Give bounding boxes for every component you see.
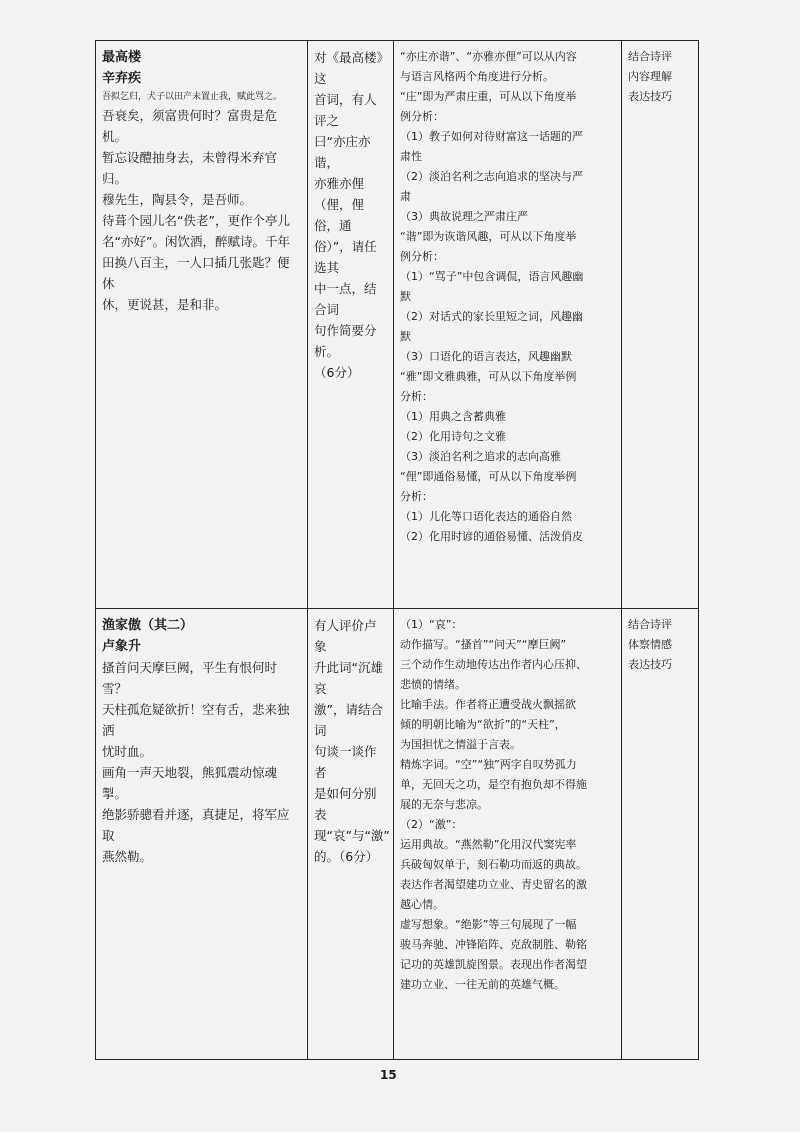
text-line: （1）教子如何对待财富这一话题的严 [400, 130, 583, 143]
text-line: “亦庄亦谐”、“亦雅亦俚”可以从内容 [400, 50, 577, 63]
text-line: 体察情感 [628, 638, 672, 651]
question-text [314, 615, 390, 867]
text-line: 是如何分别表 [314, 786, 377, 822]
poem-author: 卢象升 [102, 639, 142, 654]
text-line: 内容理解 [628, 70, 672, 83]
text-line: 默 [400, 290, 411, 303]
text-line: 现“哀”与“激” [314, 828, 390, 843]
answer-text [400, 47, 615, 547]
text-line: （3）典故说理之严肃庄严 [400, 210, 528, 223]
text-line: 天柱孤危疑欲折！空有舌，悲来独洒 [102, 702, 290, 738]
question-cell [308, 41, 394, 609]
text-line: 中一点，结合词 [314, 281, 377, 317]
skill-text [628, 615, 692, 675]
text-line: “谐”即为诙谐风趣，可从以下角度举 [400, 230, 577, 243]
text-line: 表达技巧 [628, 90, 672, 103]
text-line: （2）对话式的家长里短之词，风趣幽 [400, 310, 583, 323]
text-line: 句谈一谈作者 [314, 744, 377, 780]
text-line: 展的无奈与悲凉。 [400, 798, 488, 811]
text-line: 三个动作生动地传达出作者内心压抑、 [400, 658, 587, 671]
text-line: 绝影骄骢看并逐，真捷足，将军应取 [102, 807, 290, 843]
table-row [96, 609, 699, 1060]
text-line: 句作简要分析。 [314, 323, 377, 359]
text-line: （1）“骂子”中包含调侃，语言风趣幽 [400, 270, 584, 283]
text-line: 升此词“沉雄哀 [314, 660, 383, 696]
text-line: 分析： [400, 390, 433, 403]
text-line: 骏马奔驰、冲锋陷阵、克敌制胜、勒铭 [400, 938, 587, 951]
text-line: “庄”即为严肃庄重，可从以下角度举 [400, 90, 577, 103]
text-line: 精炼字词。“空”“独”两字自叹势孤力 [400, 758, 577, 771]
text-line: 画角一声天地裂，熊狐震动惊魂掣。 [102, 765, 278, 801]
poem-author: 辛弃疾 [102, 71, 142, 86]
text-line: 搔首问天摩巨阙，平生有恨何时雪？ [102, 660, 278, 696]
page-number: 15 [380, 1068, 397, 1082]
text-line: 忧时血。 [102, 744, 153, 759]
text-line: 单，无回天之功，是空有抱负却不得施 [400, 778, 587, 791]
text-line: “俚”即通俗易懂，可从以下角度举例 [400, 470, 577, 483]
text-line: 吾衰矣，须富贵何时？富贵是危机。 [102, 108, 278, 144]
question-cell [308, 609, 394, 1060]
text-line: 表达技巧 [628, 658, 672, 671]
text-line: （俚，俚俗，通 [314, 197, 365, 233]
skill-text [628, 47, 692, 107]
poetry-analysis-table [95, 40, 699, 1060]
poem-text [102, 105, 301, 315]
text-line: 的。（6分） [314, 849, 379, 864]
text-line: 默 [400, 330, 411, 343]
text-line: 待葺个园儿名“佚老”，更作个亭儿 [102, 213, 290, 228]
text-line: 激”，请结合词 [314, 702, 383, 738]
question-text [314, 47, 387, 383]
text-line: 结合诗评 [628, 50, 672, 63]
table-row [96, 41, 699, 609]
answer-cell [394, 609, 622, 1060]
text-line: 记功的英雄凯旋图景。表现出作者渴望 [400, 958, 587, 971]
text-line: 曰“亦庄亦谐， [314, 134, 371, 170]
text-line: 倾的明朝比喻为“欲折”的“天柱”， [400, 718, 566, 731]
poem-cell [96, 609, 308, 1060]
poem-cell [96, 41, 308, 609]
text-line: 为国担忧之情溢于言表。 [400, 738, 521, 751]
text-line: 表达作者渴望建功立业、青史留名的激 [400, 878, 587, 891]
text-line: （3）淡泊名利之追求的志向高雅 [400, 450, 561, 463]
poem-text [102, 657, 301, 867]
answer-cell [394, 41, 622, 609]
text-line: 对《最高楼》这 [314, 50, 383, 86]
text-line: 首词，有人评之 [314, 92, 377, 128]
poem-preface: 吾拟乞归，犬子以田产未置止我，赋此骂之。 [102, 92, 283, 102]
text-line: 肃性 [400, 150, 422, 163]
text-line: 名“亦好”。闲饮酒，醉赋诗。千年 [102, 234, 290, 249]
skill-cell [622, 41, 699, 609]
text-line: 建功立业、一往无前的英雄气概。 [400, 978, 565, 991]
text-line: 例分析： [400, 110, 444, 123]
text-line: 暂忘设醴抽身去，未曾得米弃官归。 [102, 150, 278, 186]
text-line: （2）化用时谚的通俗易懂、活泼俏皮 [400, 530, 583, 543]
text-line: 亦雅亦俚 [314, 176, 365, 191]
text-line: 虚写想象。“绝影”等三句展现了一幅 [400, 918, 577, 931]
text-line: 燕然勒。 [102, 849, 153, 864]
text-line: 田换八百主，一人口插几张匙？便休 [102, 255, 290, 291]
text-line: 比喻手法。作者将正遭受战火飘摇欲 [400, 698, 576, 711]
text-line: （2）“激”： [400, 818, 463, 831]
text-line: 越心情。 [400, 898, 444, 911]
text-line: （1）用典之含蓄典雅 [400, 410, 506, 423]
answer-text [400, 615, 615, 995]
text-line: 俗）”，请任选其 [314, 239, 377, 275]
text-line: 悲愤的情绪。 [400, 678, 466, 691]
text-line: 穆先生，陶县令，是吾师。 [102, 192, 253, 207]
poem-title: 最高楼 [102, 50, 142, 65]
text-line: 与语言风格两个角度进行分析。 [400, 70, 554, 83]
text-line: （3）口语化的语言表达，风趣幽默 [400, 350, 572, 363]
text-line: 动作描写。“搔首”“问天”“摩巨阙” [400, 638, 567, 651]
text-line: 分析： [400, 490, 433, 503]
skill-cell [622, 609, 699, 1060]
text-line: （2）化用诗句之文雅 [400, 430, 506, 443]
text-line: 休，更说甚，是和非。 [102, 297, 228, 312]
text-line: “雅”即文雅典雅，可从以下角度举例 [400, 370, 577, 383]
text-line: 兵破匈奴单于，刻石勒功而返的典故。 [400, 858, 587, 871]
text-line: 运用典故。“燕然勒”化用汉代窦宪率 [400, 838, 577, 851]
text-line: （1）儿化等口语化表达的通俗自然 [400, 510, 572, 523]
poem-title: 渔家傲（其二） [102, 618, 194, 633]
text-line: （6分） [314, 365, 360, 380]
text-line: 肃 [400, 190, 411, 203]
text-line: 结合诗评 [628, 618, 672, 631]
text-line: （2）淡泊名利之志向追求的坚决与严 [400, 170, 583, 183]
text-line: 有人评价卢象 [314, 618, 377, 654]
text-line: 例分析： [400, 250, 444, 263]
text-line: （1）“哀”： [400, 618, 463, 631]
